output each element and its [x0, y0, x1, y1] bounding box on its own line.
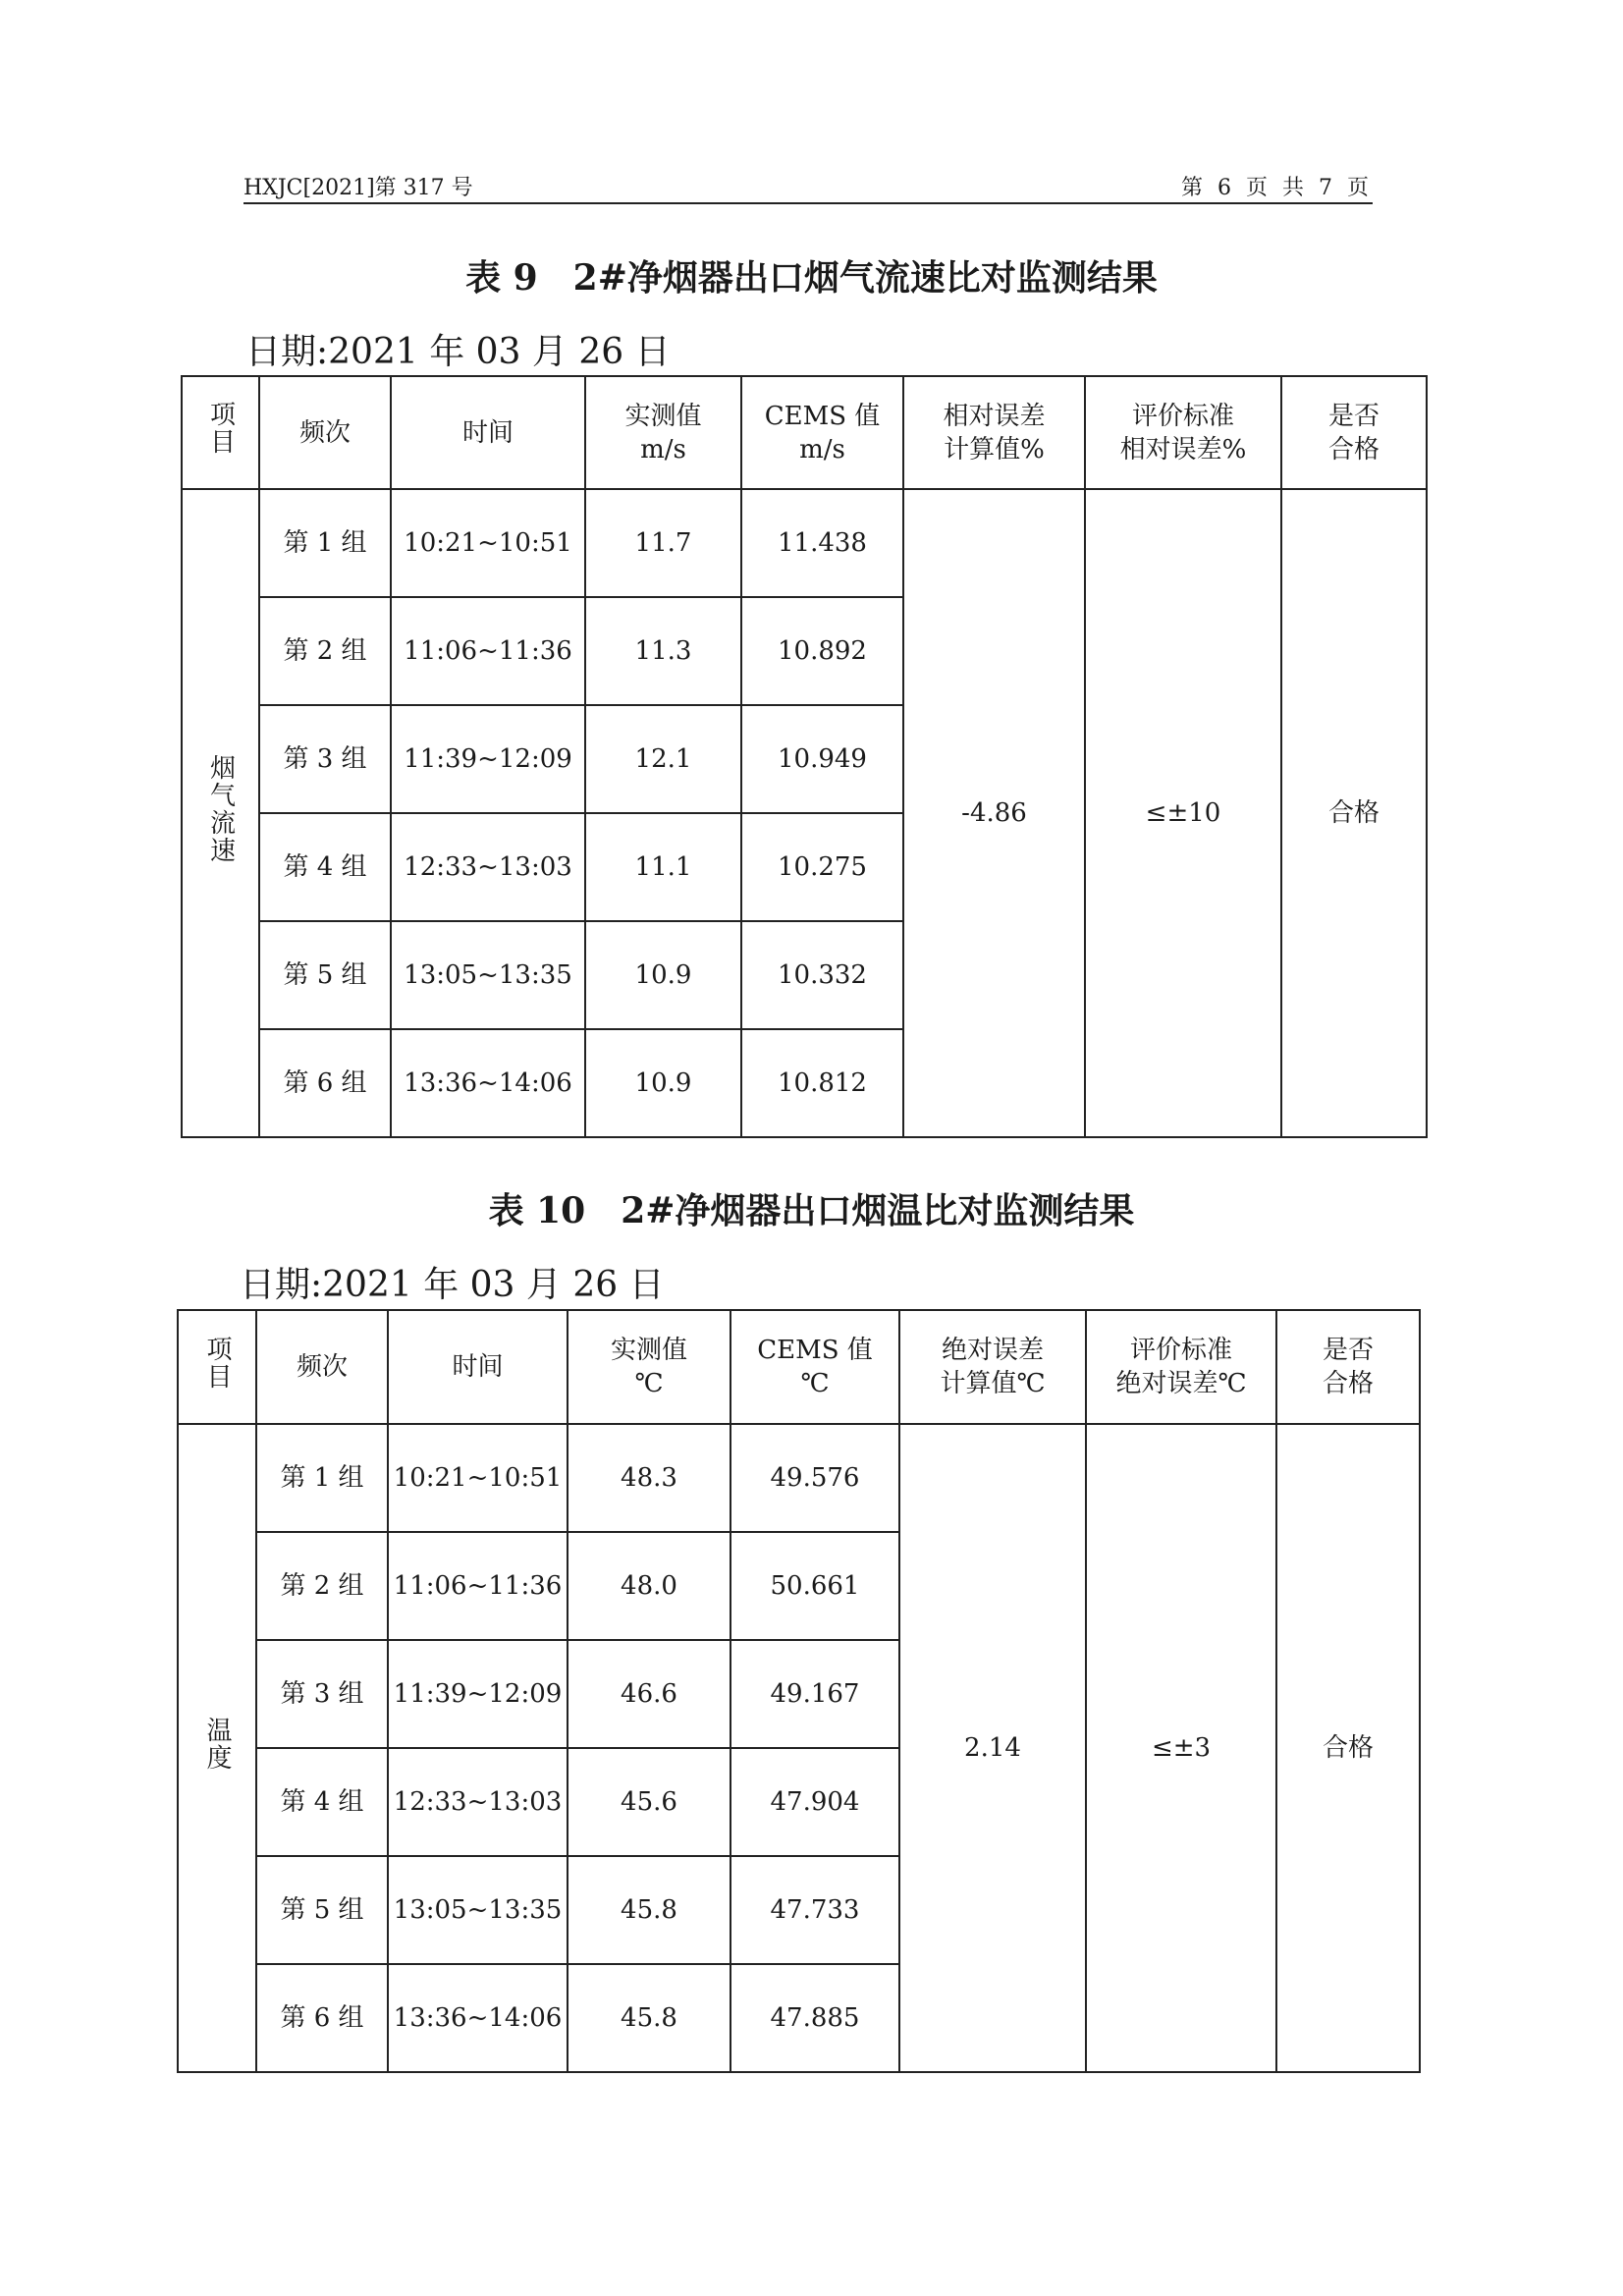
document-number: HXJC[2021]第 317 号 — [243, 176, 473, 200]
header-item: 项目 — [178, 1310, 256, 1424]
header-freq: 频次 — [259, 376, 391, 489]
header-measured: 实测值 ℃ — [568, 1310, 730, 1424]
measured-cell: 45.8 — [568, 1964, 730, 2072]
table9-date: 日期:2021 年 03 月 26 日 — [245, 332, 671, 372]
cems-cell: 47.733 — [730, 1856, 899, 1964]
time-cell: 12:33~13:03 — [391, 813, 585, 921]
header-measured: 实测值 m/s — [585, 376, 741, 489]
cems-cell: 49.576 — [730, 1424, 899, 1532]
cems-cell: 10.892 — [741, 597, 903, 705]
header-standard: 评价标准 相对误差% — [1085, 376, 1281, 489]
header-standard: 评价标准 绝对误差℃ — [1086, 1310, 1276, 1424]
pass-value-cell: 合格 — [1276, 1424, 1420, 2072]
group-cell: 第 3 组 — [259, 705, 391, 813]
header-freq: 频次 — [256, 1310, 388, 1424]
time-cell: 11:39~12:09 — [391, 705, 585, 813]
table9-header-row — [182, 376, 1427, 489]
group-cell: 第 1 组 — [259, 489, 391, 597]
cems-cell: 47.885 — [730, 1964, 899, 2072]
measured-cell: 45.8 — [568, 1856, 730, 1964]
measured-cell: 11.1 — [585, 813, 741, 921]
table9 — [181, 375, 1428, 1138]
cems-cell: 50.661 — [730, 1532, 899, 1640]
page-number: 第 6 页 共 7 页 — [1181, 176, 1373, 200]
cems-cell: 10.275 — [741, 813, 903, 921]
table10-date: 日期:2021 年 03 月 26 日 — [240, 1265, 665, 1305]
error-value-cell: -4.86 — [903, 489, 1085, 1137]
measured-cell: 11.7 — [585, 489, 741, 597]
header-cems: CEMS 值 m/s — [741, 376, 903, 489]
header-time: 时间 — [391, 376, 585, 489]
time-cell: 13:36~14:06 — [391, 1029, 585, 1137]
cems-cell: 10.332 — [741, 921, 903, 1029]
time-cell: 13:36~14:06 — [388, 1964, 568, 2072]
group-cell: 第 1 组 — [256, 1424, 388, 1532]
header-pass: 是否 合格 — [1276, 1310, 1420, 1424]
measured-cell: 11.3 — [585, 597, 741, 705]
cems-cell: 10.949 — [741, 705, 903, 813]
measured-cell: 10.9 — [585, 921, 741, 1029]
header-cems: CEMS 值 ℃ — [730, 1310, 899, 1424]
group-cell: 第 6 组 — [256, 1964, 388, 2072]
item-label-cell: 烟气流速 — [182, 489, 259, 1137]
group-cell: 第 4 组 — [259, 813, 391, 921]
time-cell: 13:05~13:35 — [388, 1856, 568, 1964]
measured-cell: 46.6 — [568, 1640, 730, 1748]
measured-cell: 48.0 — [568, 1532, 730, 1640]
item-label-cell: 温度 — [178, 1424, 256, 2072]
page-header — [243, 167, 1373, 204]
table-row — [182, 489, 1427, 597]
time-cell: 13:05~13:35 — [391, 921, 585, 1029]
group-cell: 第 3 组 — [256, 1640, 388, 1748]
time-cell: 10:21~10:51 — [391, 489, 585, 597]
cems-cell: 10.812 — [741, 1029, 903, 1137]
group-cell: 第 2 组 — [259, 597, 391, 705]
header-item: 项目 — [182, 376, 259, 489]
table9-title: 表 9 2#净烟器出口烟气流速比对监测结果 — [465, 257, 1158, 299]
measured-cell: 45.6 — [568, 1748, 730, 1856]
group-cell: 第 5 组 — [259, 921, 391, 1029]
header-error: 绝对误差 计算值℃ — [899, 1310, 1086, 1424]
table10 — [177, 1309, 1421, 2073]
header-time: 时间 — [388, 1310, 568, 1424]
time-cell: 11:06~11:36 — [391, 597, 585, 705]
cems-cell: 49.167 — [730, 1640, 899, 1748]
table-row — [178, 1424, 1420, 1532]
error-value-cell: 2.14 — [899, 1424, 1086, 2072]
pass-value-cell: 合格 — [1281, 489, 1427, 1137]
standard-value-cell: ≤±3 — [1086, 1424, 1276, 2072]
header-pass: 是否 合格 — [1281, 376, 1427, 489]
measured-cell: 48.3 — [568, 1424, 730, 1532]
table10-header-row — [178, 1310, 1420, 1424]
standard-value-cell: ≤±10 — [1085, 489, 1281, 1137]
cems-cell: 11.438 — [741, 489, 903, 597]
group-cell: 第 2 组 — [256, 1532, 388, 1640]
group-cell: 第 5 组 — [256, 1856, 388, 1964]
header-error: 相对误差 计算值% — [903, 376, 1085, 489]
time-cell: 10:21~10:51 — [388, 1424, 568, 1532]
cems-cell: 47.904 — [730, 1748, 899, 1856]
group-cell: 第 4 组 — [256, 1748, 388, 1856]
measured-cell: 12.1 — [585, 705, 741, 813]
time-cell: 11:06~11:36 — [388, 1532, 568, 1640]
measured-cell: 10.9 — [585, 1029, 741, 1137]
group-cell: 第 6 组 — [259, 1029, 391, 1137]
table10-title: 表 10 2#净烟器出口烟温比对监测结果 — [488, 1190, 1135, 1231]
time-cell: 12:33~13:03 — [388, 1748, 568, 1856]
time-cell: 11:39~12:09 — [388, 1640, 568, 1748]
